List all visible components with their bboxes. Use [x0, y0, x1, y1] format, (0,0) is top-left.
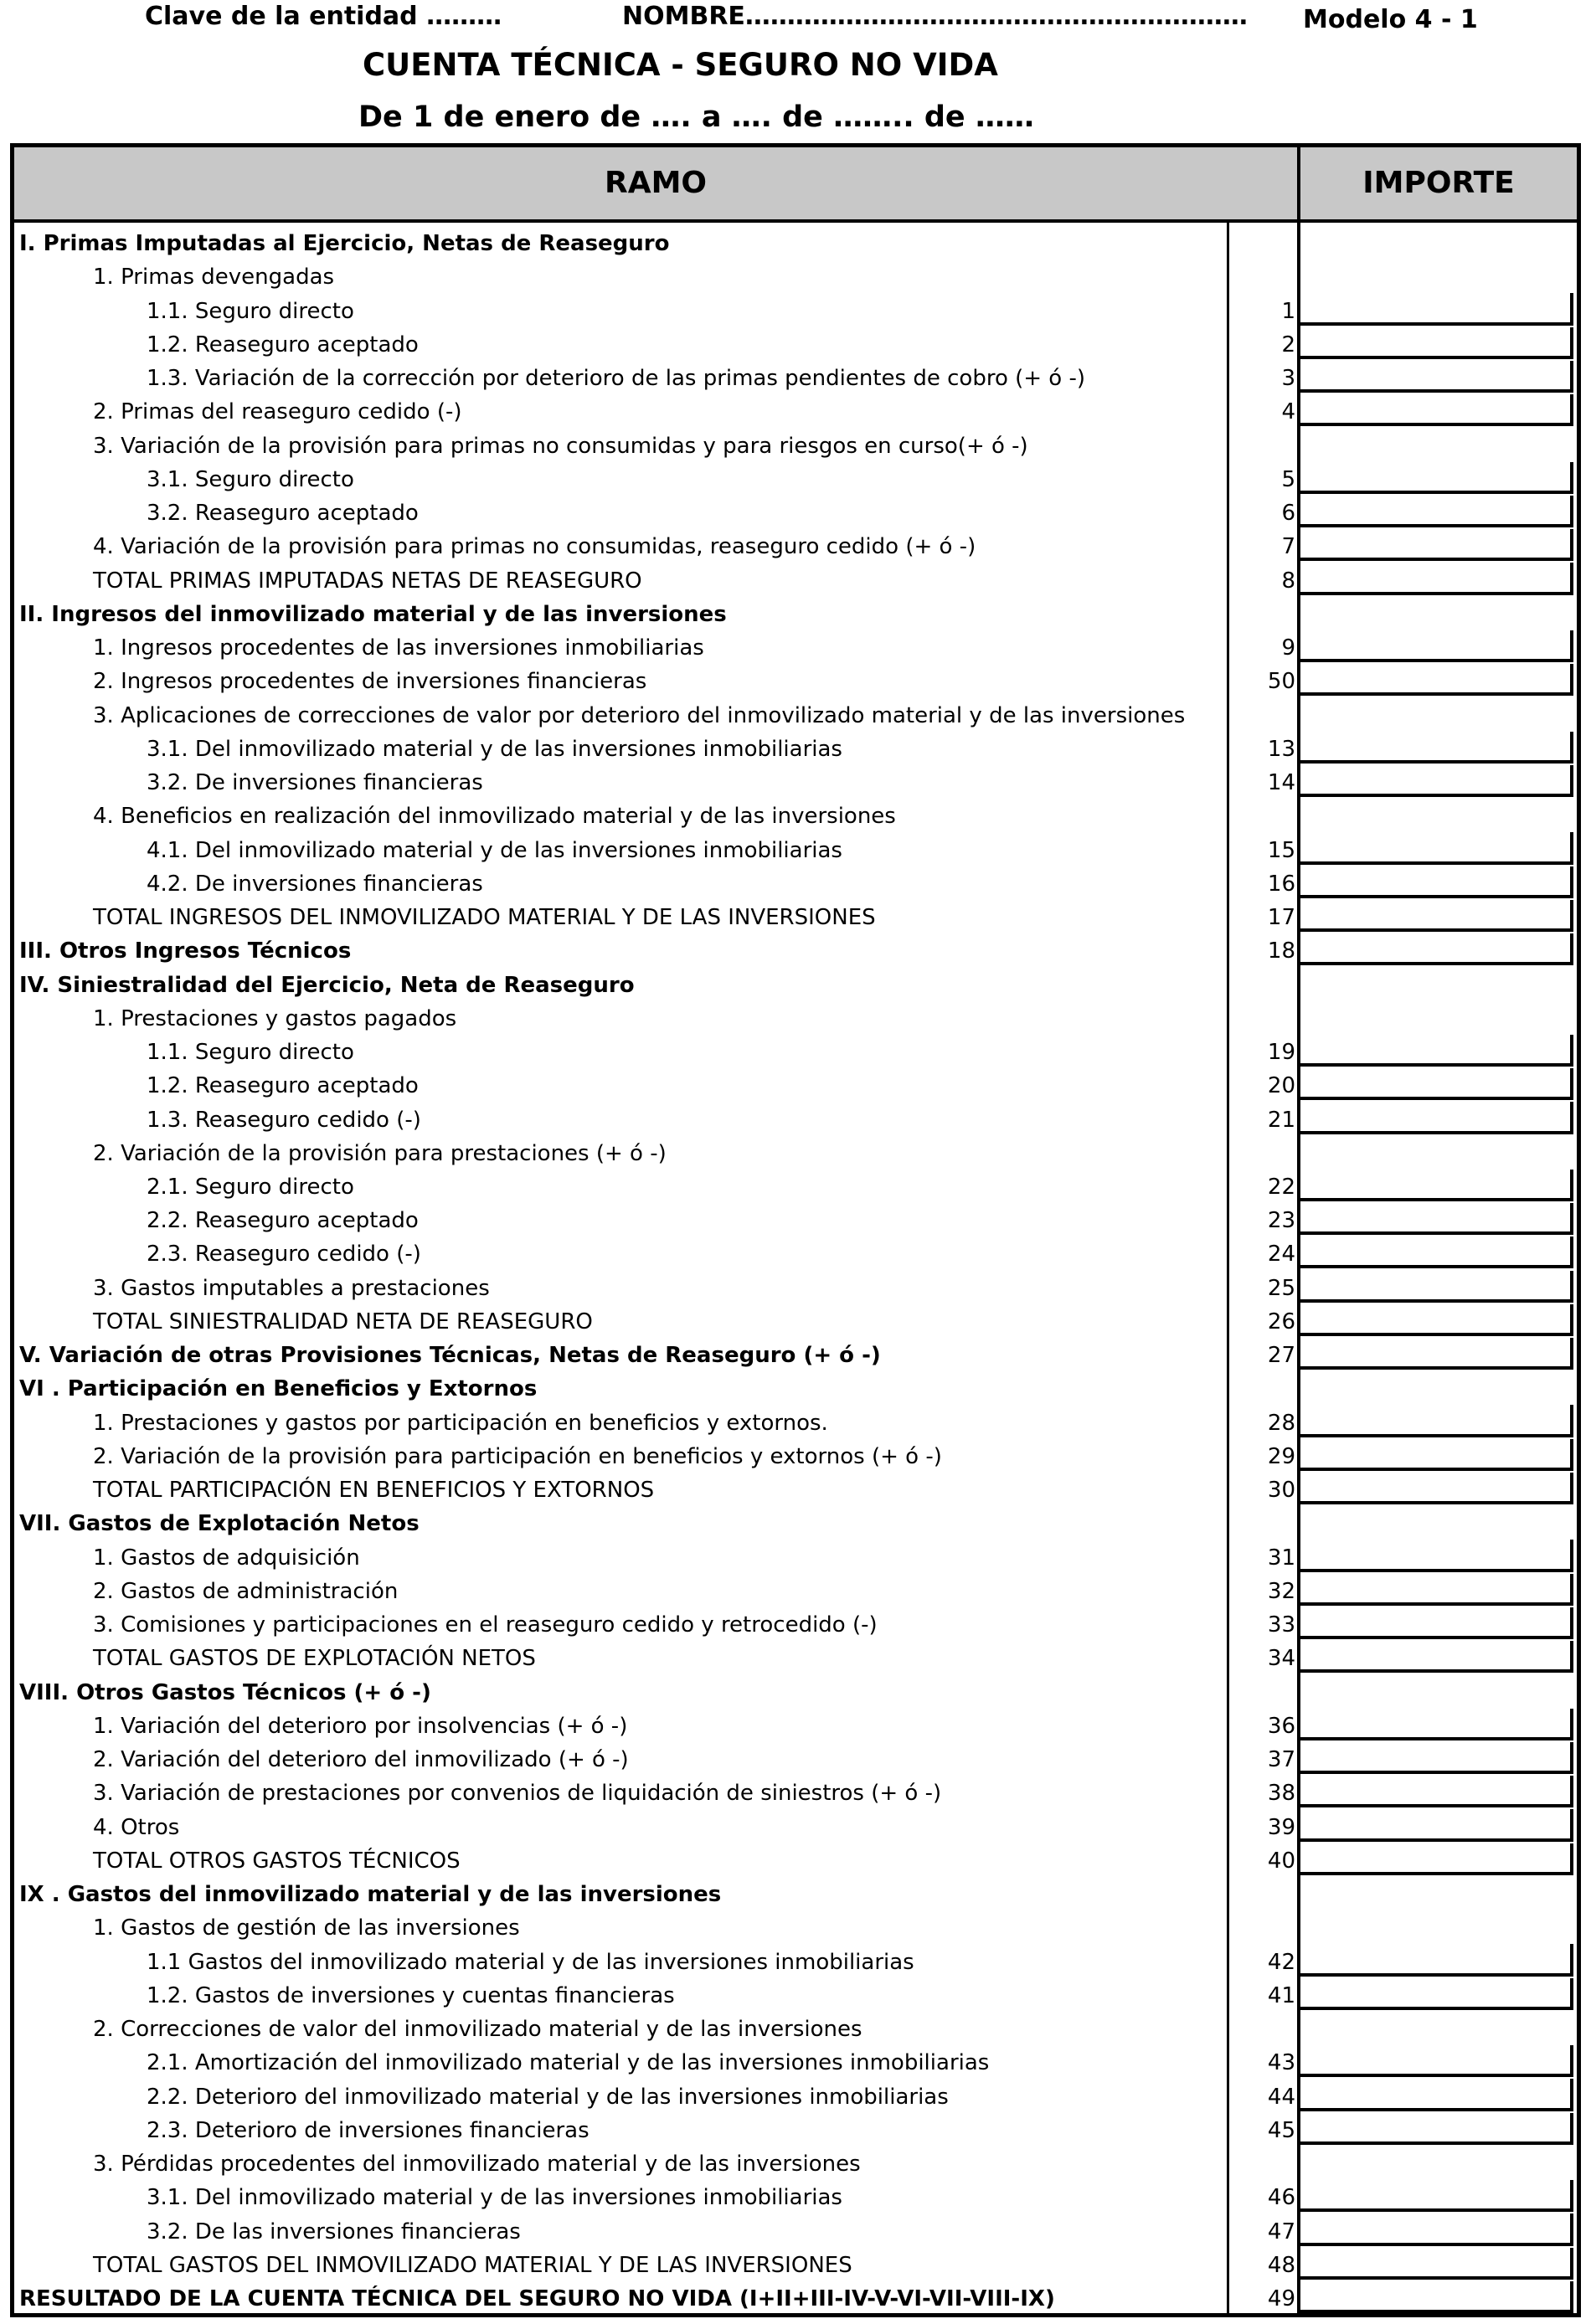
row-code: 47: [1267, 2219, 1295, 2244]
row-code: 6: [1281, 501, 1295, 527]
importe-input[interactable]: [1300, 1742, 1573, 1774]
importe-input[interactable]: [1300, 1944, 1573, 1976]
table-row: [14, 1942, 1577, 1976]
row-code: 46: [1267, 2185, 1295, 2211]
row-label: TOTAL INGRESOS DEL INMOVILIZADO MATERIAL Y DE LAS INVERSIONES: [93, 905, 876, 931]
importe-input[interactable]: [1300, 462, 1573, 494]
table-row: [14, 965, 1577, 999]
importe-input[interactable]: [1300, 1439, 1573, 1471]
row-label: 3.2. De las inversiones financieras: [147, 2219, 521, 2244]
row-label: 1.3. Reaseguro cedido (-): [147, 1107, 421, 1133]
row-code: 5: [1281, 466, 1295, 492]
row-label: 1. Gastos de adquisición: [93, 1545, 360, 1571]
importe-input[interactable]: [1300, 1304, 1573, 1336]
importe-input[interactable]: [1300, 1271, 1573, 1303]
row-label: 4. Otros: [93, 1814, 180, 1840]
importe-input[interactable]: [1300, 394, 1573, 426]
row-label: 3.1. Del inmovilizado material y de las inversiones inmobiliarias: [147, 736, 842, 762]
row-code: 26: [1267, 1309, 1295, 1334]
row-code: 16: [1267, 871, 1295, 897]
row-label: 1.2. Reaseguro aceptado: [147, 332, 419, 357]
row-label: TOTAL GASTOS DE EXPLOTACIÓN NETOS: [93, 1646, 536, 1672]
table-row: [14, 1303, 1577, 1336]
importe-input[interactable]: [1300, 1035, 1573, 1067]
row-code: 14: [1267, 770, 1295, 796]
row-label: 2.2. Deterioro del inmovilizado material y de las inversiones inmobiliarias: [147, 2084, 949, 2110]
table-row: [14, 1807, 1577, 1841]
row-label: 1.3. Variación de la corrección por deterioro de las primas pendientes de cobro (+ ó -): [147, 366, 1086, 392]
table-row: [14, 1336, 1577, 1370]
row-label: 2. Ingresos procedentes de inversiones financieras: [93, 669, 647, 695]
importe-input[interactable]: [1300, 1776, 1573, 1807]
row-label: 2. Primas del reaseguro cedido (-): [93, 399, 462, 425]
row-label: 2.1. Amortización del inmovilizado material y de las inversiones inmobiliarias: [147, 2050, 990, 2076]
importe-input[interactable]: [1300, 2248, 1573, 2280]
row-code: 18: [1267, 938, 1295, 964]
importe-input[interactable]: [1300, 1237, 1573, 1268]
table-row: [14, 1639, 1577, 1673]
row-code: 48: [1267, 2252, 1295, 2278]
row-code: 24: [1267, 1242, 1295, 1267]
importe-input[interactable]: [1300, 630, 1573, 662]
importe-input[interactable]: [1300, 1203, 1573, 1235]
row-code: 32: [1267, 1578, 1295, 1604]
table-row: [14, 224, 1577, 258]
row-label: V. Variación de otras Provisiones Técnicas, Netas de Reaseguro (+ ó -): [19, 1343, 881, 1369]
row-code: 44: [1267, 2084, 1295, 2110]
row-code: 17: [1267, 905, 1295, 931]
table-row: [14, 1909, 1577, 1942]
row-label: 1.1. Seguro directo: [147, 298, 354, 324]
importe-input[interactable]: [1300, 529, 1573, 561]
row-code: 20: [1267, 1073, 1295, 1099]
row-label: 4. Variación de la provisión para primas no consumidas, reaseguro cedido (+ ó -): [93, 534, 976, 560]
row-label: 3.2. De inversiones financieras: [147, 770, 483, 796]
row-label: 1.1 Gastos del inmovilizado material y de las inversiones inmobiliarias: [147, 1949, 914, 1975]
row-code: 36: [1267, 1713, 1295, 1739]
row-code: 43: [1267, 2050, 1295, 2076]
entity-name-label: NOMBRE……………………………………………………: [622, 2, 1248, 31]
table-row: [14, 1504, 1577, 1538]
row-code: 37: [1267, 1747, 1295, 1773]
row-code: 27: [1267, 1343, 1295, 1369]
table-row: [14, 2246, 1577, 2280]
row-label: 2.1. Seguro directo: [147, 1175, 354, 1200]
table-row: [14, 561, 1577, 594]
row-code: 28: [1267, 1410, 1295, 1436]
row-label: 3. Variación de prestaciones por convenios de liquidación de siniestros (+ ó -): [93, 1781, 942, 1807]
table-row: [14, 1201, 1577, 1235]
row-label: TOTAL PRIMAS IMPUTADAS NETAS DE REASEGURO: [93, 568, 642, 594]
table-row: [14, 326, 1577, 359]
entity-code-label: Clave de la entidad ………: [145, 2, 502, 31]
row-code: 33: [1267, 1612, 1295, 1638]
row-code: 8: [1281, 568, 1295, 594]
model-label: Modelo 4 - 1: [1303, 5, 1478, 34]
importe-input[interactable]: [1300, 2281, 1573, 2313]
table-row: [14, 2145, 1577, 2178]
account-table: [10, 143, 1581, 2317]
table-row: [14, 393, 1577, 426]
column-header-importe: IMPORTE: [1362, 166, 1515, 200]
row-label: RESULTADO DE LA CUENTA TÉCNICA DEL SEGURO NO VIDA (I+II+III-IV-V-VI-VII-VIII-IX): [19, 2285, 1055, 2311]
importe-input[interactable]: [1300, 563, 1573, 594]
period-label: De 1 de enero de …. a …. de …….. de ……: [358, 100, 1034, 134]
table-row: [14, 1067, 1577, 1100]
table-row: [14, 527, 1577, 561]
table-row: [14, 2044, 1577, 2077]
table-row: [14, 1370, 1577, 1403]
row-code: 42: [1267, 1949, 1295, 1975]
table-row: [14, 629, 1577, 662]
row-code: 30: [1267, 1478, 1295, 1504]
row-label: 2. Gastos de administración: [93, 1578, 399, 1604]
table-row: [14, 1269, 1577, 1303]
importe-input[interactable]: [1300, 293, 1573, 325]
row-label: VI . Participación en Beneficios y Extornos: [19, 1376, 538, 1402]
table-row: [14, 460, 1577, 494]
row-label: 1.2. Reaseguro aceptado: [147, 1073, 419, 1099]
row-label: II. Ingresos del inmovilizado material y de las inversiones: [19, 601, 727, 627]
row-label: VII. Gastos de Explotación Netos: [19, 1511, 420, 1537]
table-row: [14, 696, 1577, 729]
row-label: 3.1. Seguro directo: [147, 466, 354, 492]
table-row: [14, 1168, 1577, 1201]
row-label: I. Primas Imputadas al Ejercicio, Netas de Reaseguro: [19, 231, 670, 257]
table-row: [14, 1606, 1577, 1639]
row-code: 7: [1281, 534, 1295, 560]
row-label: 2. Variación del deterioro del inmovilizado (+ ó -): [93, 1747, 629, 1773]
row-label: IX . Gastos del inmovilizado material y de las inversiones: [19, 1882, 722, 1908]
importe-input[interactable]: [1300, 1978, 1573, 2010]
table-row: [14, 1437, 1577, 1471]
row-label: 1. Primas devengadas: [93, 265, 335, 290]
importe-input[interactable]: [1300, 765, 1573, 797]
page-title: CUENTA TÉCNICA - SEGURO NO VIDA: [363, 47, 998, 83]
row-label: 3. Comisiones y participaciones en el reaseguro cedido y retrocedido (-): [93, 1612, 878, 1638]
row-code: 50: [1267, 669, 1295, 695]
row-label: 1.1. Seguro directo: [147, 1040, 354, 1066]
row-code: 9: [1281, 635, 1295, 661]
table-row: [14, 1235, 1577, 1268]
row-label: 3. Gastos imputables a prestaciones: [93, 1275, 490, 1301]
importe-input[interactable]: [1300, 1473, 1573, 1504]
importe-input[interactable]: [1300, 2113, 1573, 2145]
row-label: TOTAL GASTOS DEL INMOVILIZADO MATERIAL Y DE LAS INVERSIONES: [93, 2252, 852, 2278]
table-row: [14, 1740, 1577, 1774]
table-row: [14, 1403, 1577, 1437]
table-row: [14, 1977, 1577, 2010]
importe-input[interactable]: [1300, 2180, 1573, 2212]
row-code: 4: [1281, 399, 1295, 425]
row-label: 3. Pérdidas procedentes del inmovilizado material y de las inversiones: [93, 2152, 861, 2177]
table-row: [14, 291, 1577, 325]
row-code: 38: [1267, 1781, 1295, 1807]
column-header-ramo: RAMO: [14, 147, 1300, 219]
row-label: 4. Beneficios en realización del inmovilizado material y de las inversiones: [93, 804, 896, 830]
importe-input[interactable]: [1300, 1843, 1573, 1875]
row-label: 2.3. Deterioro de inversiones financieras: [147, 2117, 590, 2143]
table-row: [14, 258, 1577, 291]
table-row: [14, 1134, 1577, 1168]
importe-input[interactable]: [1300, 933, 1573, 965]
table-row: [14, 1000, 1577, 1033]
row-code: 40: [1267, 1848, 1295, 1874]
table-body: [14, 147, 1577, 2313]
row-code: 2: [1281, 332, 1295, 357]
table-row: [14, 1100, 1577, 1134]
table-row: [14, 1673, 1577, 1706]
row-code: 34: [1267, 1646, 1295, 1672]
row-label: 4.2. De inversiones financieras: [147, 871, 483, 897]
row-label: 2.2. Reaseguro aceptado: [147, 1208, 419, 1234]
row-label: 2.3. Reaseguro cedido (-): [147, 1242, 421, 1267]
table-row: [14, 1538, 1577, 1571]
row-code: 1: [1281, 298, 1295, 324]
row-code: 39: [1267, 1814, 1295, 1840]
table-row: [14, 865, 1577, 898]
row-label: 2. Correcciones de valor del inmovilizado material y de las inversiones: [93, 2017, 862, 2043]
table-row: [14, 2280, 1577, 2313]
importe-input[interactable]: [1300, 1338, 1573, 1370]
importe-input[interactable]: [1300, 1405, 1573, 1437]
importe-input[interactable]: [1300, 361, 1573, 393]
table-row: [14, 1875, 1577, 1909]
row-code: 41: [1267, 1982, 1295, 2008]
row-label: 3.1. Del inmovilizado material y de las inversiones inmobiliarias: [147, 2185, 842, 2211]
table-row: [14, 426, 1577, 460]
importe-input[interactable]: [1300, 1574, 1573, 1606]
table-row: [14, 730, 1577, 764]
row-code: 15: [1267, 837, 1295, 863]
table-row: [14, 764, 1577, 797]
table-row: [14, 2111, 1577, 2145]
table-row: [14, 1707, 1577, 1740]
table-row: [14, 932, 1577, 965]
row-label: 3. Variación de la provisión para primas no consumidas y para riesgos en curso(+ ó -): [93, 433, 1028, 459]
table-row: [14, 2077, 1577, 2111]
table-row: [14, 359, 1577, 393]
importe-input[interactable]: [1300, 2045, 1573, 2077]
importe-input[interactable]: [1300, 1641, 1573, 1673]
importe-input[interactable]: [1300, 2213, 1573, 2245]
row-code: 23: [1267, 1208, 1295, 1234]
row-code: 21: [1267, 1107, 1295, 1133]
importe-input[interactable]: [1300, 900, 1573, 932]
row-label: TOTAL SINIESTRALIDAD NETA DE REASEGURO: [93, 1309, 593, 1334]
row-label: 1. Prestaciones y gastos pagados: [93, 1005, 457, 1031]
importe-input[interactable]: [1300, 1540, 1573, 1571]
row-label: TOTAL OTROS GASTOS TÉCNICOS: [93, 1848, 461, 1874]
row-code: 31: [1267, 1545, 1295, 1571]
table-row: [14, 2212, 1577, 2245]
importe-input[interactable]: [1300, 1809, 1573, 1841]
row-code: 13: [1267, 736, 1295, 762]
row-label: 1. Ingresos procedentes de las inversiones inmobiliarias: [93, 635, 704, 661]
table-row: [14, 1471, 1577, 1504]
table-row: [14, 1842, 1577, 1875]
table-row: [14, 494, 1577, 527]
importe-input[interactable]: [1300, 1102, 1573, 1134]
table-row: [14, 662, 1577, 696]
table-row: [14, 830, 1577, 864]
table-row: [14, 898, 1577, 932]
table-row: [14, 2178, 1577, 2212]
row-code: 19: [1267, 1040, 1295, 1066]
row-code: 49: [1267, 2285, 1295, 2311]
importe-input[interactable]: [1300, 1068, 1573, 1100]
table-row: [14, 797, 1577, 830]
importe-input[interactable]: [1300, 1607, 1573, 1639]
importe-input[interactable]: [1300, 496, 1573, 527]
importe-input[interactable]: [1300, 664, 1573, 696]
row-code: 3: [1281, 366, 1295, 392]
table-row: [14, 1033, 1577, 1067]
table-row: [14, 2010, 1577, 2044]
row-label: 1. Gastos de gestión de las inversiones: [93, 1915, 520, 1941]
row-label: IV. Siniestralidad del Ejercicio, Neta de Reaseguro: [19, 972, 635, 998]
importe-input[interactable]: [1300, 2079, 1573, 2111]
row-label: 3.2. Reaseguro aceptado: [147, 501, 419, 527]
row-code: 29: [1267, 1443, 1295, 1469]
importe-input[interactable]: [1300, 1170, 1573, 1201]
row-code: 22: [1267, 1175, 1295, 1200]
table-row: [14, 595, 1577, 629]
importe-input[interactable]: [1300, 832, 1573, 864]
importe-input[interactable]: [1300, 327, 1573, 359]
table-row: [14, 1774, 1577, 1807]
importe-input[interactable]: [1300, 1709, 1573, 1740]
importe-input[interactable]: [1300, 732, 1573, 764]
row-label: III. Otros Ingresos Técnicos: [19, 938, 352, 964]
row-label: 1. Prestaciones y gastos por participación en beneficios y extornos.: [93, 1410, 828, 1436]
row-label: 2. Variación de la provisión para participación en beneficios y extornos (+ ó -): [93, 1443, 942, 1469]
table-row: [14, 1572, 1577, 1606]
importe-input[interactable]: [1300, 866, 1573, 898]
row-label: VIII. Otros Gastos Técnicos (+ ó -): [19, 1679, 431, 1705]
row-label: 2. Variación de la provisión para prestaciones (+ ó -): [93, 1140, 667, 1166]
row-label: TOTAL PARTICIPACIÓN EN BENEFICIOS Y EXTORNOS: [93, 1478, 655, 1504]
row-code: 45: [1267, 2117, 1295, 2143]
row-label: 4.1. Del inmovilizado material y de las inversiones inmobiliarias: [147, 837, 842, 863]
row-label: 1.2. Gastos de inversiones y cuentas financieras: [147, 1982, 675, 2008]
row-code: 25: [1267, 1275, 1295, 1301]
row-label: 3. Aplicaciones de correcciones de valor por deterioro del inmovilizado material y de las inversiones: [93, 702, 1186, 728]
row-label: 1. Variación del deterioro por insolvencias (+ ó -): [93, 1713, 628, 1739]
